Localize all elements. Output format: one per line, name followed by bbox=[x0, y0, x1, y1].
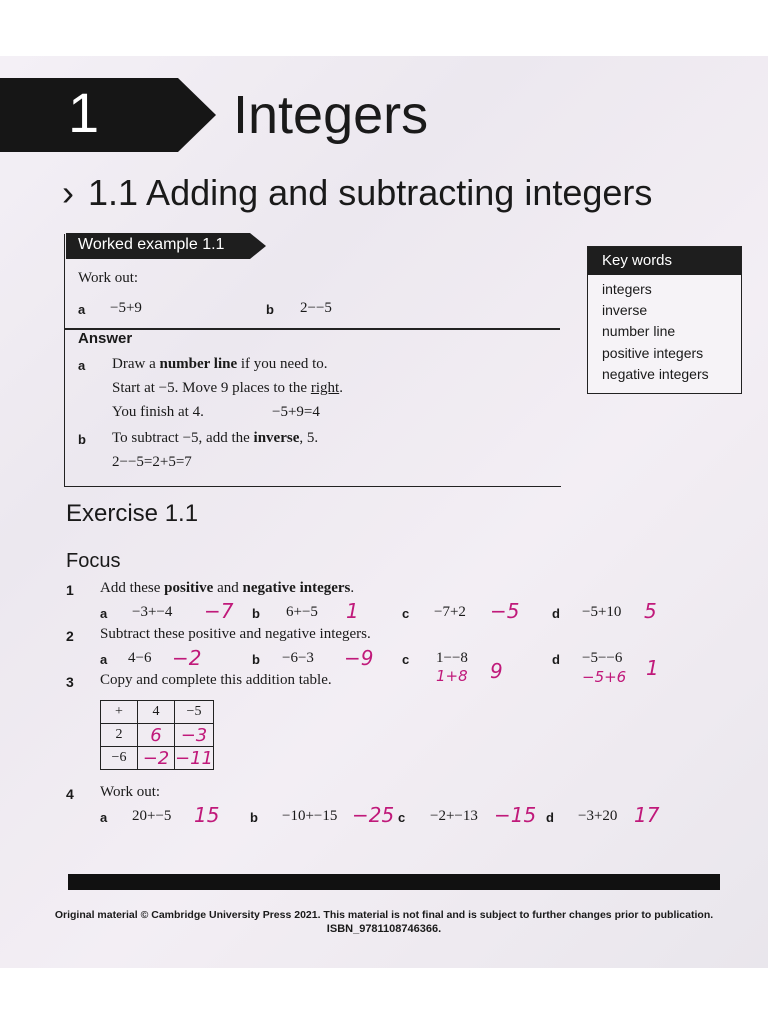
answer-a-line3: You finish at 4. bbox=[112, 404, 204, 420]
answer-divider bbox=[64, 328, 560, 330]
worked-example-part-label: b bbox=[266, 302, 274, 317]
section-title-text: 1.1 Adding and subtracting integers bbox=[88, 172, 653, 213]
handwritten-answer: −7 bbox=[204, 599, 234, 623]
exercise-title: Exercise 1.1 bbox=[66, 500, 199, 527]
handwritten-answer: 1 bbox=[646, 656, 659, 680]
question-text: Work out: bbox=[100, 784, 161, 800]
key-word: negative integers bbox=[602, 366, 709, 382]
part-label: d bbox=[552, 652, 560, 667]
answer-heading: Answer bbox=[78, 330, 133, 347]
part-expr: 4−6 bbox=[128, 650, 152, 666]
part-label: b bbox=[252, 606, 260, 621]
part-label: a bbox=[100, 606, 108, 621]
table-cell-handwritten: 6 bbox=[138, 724, 175, 747]
part-expr: −3+−4 bbox=[132, 604, 173, 620]
chapter-title: Integers bbox=[233, 85, 429, 145]
answer-a-equation: −5+9=4 bbox=[272, 404, 320, 420]
key-term: number line bbox=[159, 356, 238, 372]
table-row-header: 2 bbox=[101, 724, 138, 747]
focus-heading: Focus bbox=[66, 550, 121, 572]
part-label: b bbox=[252, 652, 260, 667]
chevron-right-icon: › bbox=[62, 172, 74, 213]
part-expr: −10+−15 bbox=[282, 808, 338, 824]
handwritten-answer: −2 bbox=[172, 646, 202, 670]
key-word: number line bbox=[602, 323, 676, 339]
textbook-page bbox=[0, 56, 768, 968]
worked-example-part-label: a bbox=[78, 302, 86, 317]
part-expr: −3+20 bbox=[578, 808, 618, 824]
underlined-word: right bbox=[310, 380, 340, 396]
handwritten-answer: −15 bbox=[494, 803, 537, 827]
chapter-banner-arrow bbox=[178, 78, 216, 152]
handwritten-answer: −9 bbox=[344, 646, 374, 670]
key-term: inverse bbox=[253, 430, 300, 446]
key-word: positive integers bbox=[602, 345, 704, 361]
handwritten-answer: 15 bbox=[194, 803, 220, 827]
copyright-footer bbox=[0, 908, 768, 936]
table-cell-handwritten: −11 bbox=[175, 747, 213, 769]
question-number: 4 bbox=[66, 786, 74, 802]
part-expr: −2+−13 bbox=[430, 808, 478, 824]
table-cell-handwritten: −3 bbox=[175, 724, 214, 747]
key-word: integers bbox=[602, 281, 652, 297]
handwritten-answer: 17 bbox=[634, 803, 660, 827]
table-cell-handwritten: −2 bbox=[138, 747, 175, 770]
key-words-heading: Key words bbox=[602, 252, 673, 269]
part-label: d bbox=[546, 810, 554, 825]
section-title bbox=[62, 172, 652, 214]
table-row-header: −6 bbox=[101, 747, 138, 770]
table-col-header: −5 bbox=[175, 701, 214, 724]
key-word: inverse bbox=[602, 302, 648, 318]
worked-example-tab-arrow bbox=[250, 233, 266, 259]
isbn-line: ISBN_9781108746366. bbox=[326, 923, 442, 935]
answer-part-label: b bbox=[78, 432, 86, 447]
copyright-line: Original material © Cambridge University Press 2021. This material is not final and is subject to further changes prior to publication. bbox=[54, 909, 714, 921]
part-label: c bbox=[398, 810, 406, 825]
key-words-box bbox=[587, 246, 742, 394]
part-expr: 6+−5 bbox=[286, 604, 318, 620]
handwritten-note: −5+6 bbox=[582, 668, 627, 686]
part-label: c bbox=[402, 652, 410, 667]
handwritten-note: 1+8 bbox=[436, 667, 468, 685]
part-label: a bbox=[100, 652, 108, 667]
part-expr: 20+−5 bbox=[132, 808, 172, 824]
part-expr: 1−−8 bbox=[436, 650, 468, 666]
table-col-header: 4 bbox=[138, 701, 175, 724]
part-expr: −5−−6 bbox=[582, 650, 623, 666]
handwritten-answer: 9 bbox=[490, 659, 503, 683]
question-number: 2 bbox=[66, 628, 74, 644]
handwritten-answer: 5 bbox=[644, 599, 657, 623]
answer-a-line1: Draw a number line if you need to. bbox=[112, 356, 328, 372]
question-text: Subtract these positive and negative integers. bbox=[100, 626, 371, 642]
part-label: a bbox=[100, 810, 108, 825]
question-text: Copy and complete this addition table. bbox=[100, 672, 332, 688]
chapter-number: 1 bbox=[68, 81, 100, 144]
table-corner: + bbox=[101, 701, 138, 724]
footer-bar bbox=[68, 874, 720, 890]
handwritten-answer: −5 bbox=[490, 599, 520, 623]
addition-table bbox=[100, 700, 214, 770]
question-text: Add these positive and negative integers. bbox=[100, 580, 355, 596]
worked-example-part-expr: −5+9 bbox=[110, 300, 142, 316]
part-label: b bbox=[250, 810, 258, 825]
part-expr: −6−3 bbox=[282, 650, 314, 666]
question-number: 3 bbox=[66, 674, 74, 690]
answer-b-line1: To subtract −5, add the inverse, 5. bbox=[112, 430, 319, 446]
part-expr: −7+2 bbox=[434, 604, 466, 620]
part-expr: −5+10 bbox=[582, 604, 622, 620]
handwritten-answer: 1 bbox=[346, 599, 359, 623]
worked-example-part-expr: 2−−5 bbox=[300, 300, 332, 316]
answer-part-label: a bbox=[78, 358, 86, 373]
handwritten-answer: −25 bbox=[352, 803, 395, 827]
part-label: d bbox=[552, 606, 560, 621]
answer-a-line2: Start at −5. Move 9 places to the right. bbox=[112, 380, 343, 396]
answer-b-line2: 2−−5=2+5=7 bbox=[112, 454, 192, 470]
part-label: c bbox=[402, 606, 410, 621]
worked-example-label: Worked example 1.1 bbox=[78, 236, 225, 253]
question-number: 1 bbox=[66, 582, 74, 598]
worked-example-prompt: Work out: bbox=[78, 270, 139, 286]
